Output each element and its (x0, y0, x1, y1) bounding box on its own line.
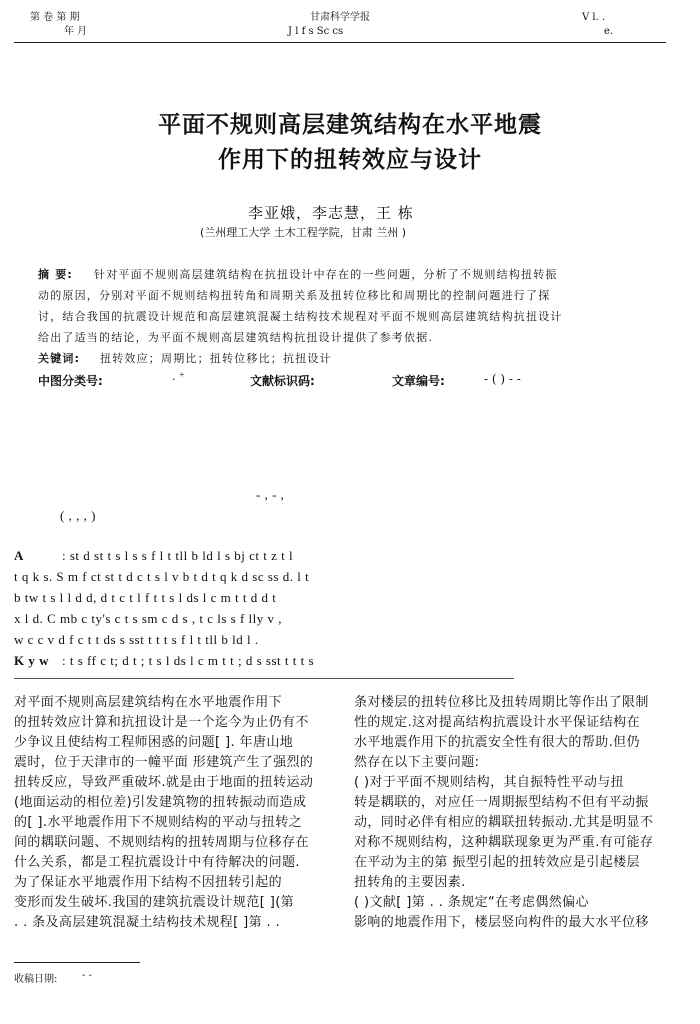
body-right-line: 动，同时必伴有相应的耦联扭转振动.尤其是明显不 (354, 815, 654, 830)
body-left-line: 间的耦联问题、不规则结构的扭转周期与位移存在 (14, 835, 309, 850)
abstract-rule (14, 678, 514, 679)
clc-label: 中图分类号: (38, 374, 103, 388)
english-affiliation: ( , , , ) (60, 508, 96, 523)
body-right-line: 性的规定.这对提高结构抗震设计水平保证结构在 (354, 715, 640, 730)
body-right-line: 条对楼层的扭转位移比及扭转周期比等作出了限制 (354, 695, 649, 710)
english-abstract-line-3: b tw t s l l d d, d t c t l f t t s l ds l c m t t d d t (14, 590, 277, 605)
body-left-line: . . 条及高层建筑混凝土结构技术规程[ ]第 . . (14, 915, 281, 930)
abstract-line-2: 动的原因，分别对平面不规则结构扭转角和周期关系及扭转位移比和周期比的控制问题进行了探 (38, 289, 551, 302)
keywords-label: 关键词: (38, 352, 81, 365)
body-left-line: 为了保证水平地震作用下结构不因扭转引起的 (14, 875, 283, 890)
footnote-value: - - (82, 970, 92, 981)
english-abstract-line-4: x l d. C mb c ty's c t s sm c d s , t c ls s f lly v , (14, 611, 283, 626)
body-right-line: 水平地震作用下的抗震安全性有很大的帮助.但仍 (354, 735, 640, 750)
article-number-label: 文章编号: (392, 374, 445, 388)
header-volume-en: V l. . (582, 12, 606, 23)
keywords-text: 扭转效应；周期比；扭转位移比；抗扭设计 (100, 352, 332, 365)
body-left-line: 少争议且使结构工程师困惑的问题[ ]. 年唐山地 (14, 735, 294, 750)
body-left-line: 的扭转效应计算和抗扭设计是一个迄今为止仍有不 (14, 715, 309, 730)
header-date-en: e. (604, 26, 614, 37)
body-left-line: 的[ ].水平地震作用下不规则结构的平动与扭转之 (14, 815, 303, 830)
english-abstract-line-2: t q k s. S m f ct st t d c t s l v b t d t q k d sc ss d. l t (14, 569, 310, 584)
body-right-line: ( )文献[ ]第 . . 条规定“在考虑偶然偏心 (354, 895, 589, 910)
body-left-line: 对平面不规则高层建筑结构在水平地震作用下 (14, 695, 283, 710)
body-left-line: 震时，位于天津市的一幢平面 形建筑产生了强烈的 (14, 755, 314, 770)
english-authors: - , - , (256, 487, 285, 502)
english-abstract-label: A (14, 548, 24, 563)
title-line-1: 平面不规则高层建筑结构在水平地震 (158, 112, 542, 138)
body-left-line: 扭转反应，导致严重破坏.就是由于地面的扭转运动 (14, 775, 314, 790)
affiliation: (兰州理工大学 土木工程学院，甘肃 兰州 ) (200, 226, 407, 239)
title-line-2: 作用下的扭转效应与设计 (218, 147, 482, 173)
body-right-column (354, 693, 672, 933)
header-month: 年 月 (64, 26, 88, 37)
body-right-line: ( )对于平面不规则结构，其自振特性平动与扭 (354, 775, 625, 790)
authors: 李亚娥，李志慧，王 栋 (248, 204, 414, 222)
body-left-line: 什么关系，都是工程抗震设计中有待解决的问题. (14, 855, 300, 870)
english-keywords-label: K y w (14, 653, 49, 668)
header-journal-cn: 甘肃科学学报 (310, 12, 370, 23)
article-number-value: - ( ) - - (484, 372, 521, 386)
body-right-line: 对称不规则结构，这种耦联现象更为严重.有可能存 (354, 835, 654, 850)
body-right-line: 转是耦联的，对应任一周期振型结构不但有平动振 (354, 795, 649, 810)
body-right-line: 在平动为主的第 振型引起的扭转效应是引起楼层 (354, 855, 640, 870)
english-abstract-line-5: w c c v d f c t t ds s sst t t t s f l t tll b ld l . (14, 632, 259, 647)
abstract-line-1: 针对平面不规则高层建筑结构在抗扭设计中存在的一些问题，分析了不规则结构扭转振 (94, 268, 558, 281)
body-right-line: 影响的地震作用下，楼层竖向构件的最大水平位移 (354, 915, 649, 930)
body-left-column (14, 693, 332, 933)
body-left-line: 变形而发生破坏.我国的建筑抗震设计规范[ ](第 (14, 895, 295, 910)
footnote-rule (14, 962, 140, 963)
abstract-line-4: 给出了适当的结论，为平面不规则高层建筑结构抗扭设计提供了参考依据. (38, 331, 434, 344)
body-right-line: 扭转角的主要因素. (354, 875, 466, 890)
abstract-label: 摘 要: (38, 268, 74, 281)
header-journal-en: J l f s Sc cs (288, 26, 344, 37)
english-abstract-line-1: : st d st t s l s s f l t tll b ld l s bj ct t z t l (62, 548, 294, 563)
header-rule (14, 42, 666, 43)
body-right-line: 然存在以下主要问题: (354, 755, 480, 770)
footnote-label: 收稿日期: (14, 974, 58, 985)
header-volume: 第 卷 第 期 (30, 12, 80, 23)
abstract-line-3: 讨，结合我国的抗震设计规范和高层建筑混凝土结构技术规程对平面不规则高层建筑结构抗扭设计 (38, 310, 563, 323)
doc-code-label: 文献标识码: (250, 374, 315, 388)
clc-value: . ⁺ (172, 370, 185, 383)
body-left-line: (地面运动的相位差)引发建筑物的扭转振动而造成 (14, 795, 307, 810)
english-keywords: : t s ff c t; d t ; t s l ds l c m t t ; d s sst t t t s (62, 653, 315, 668)
